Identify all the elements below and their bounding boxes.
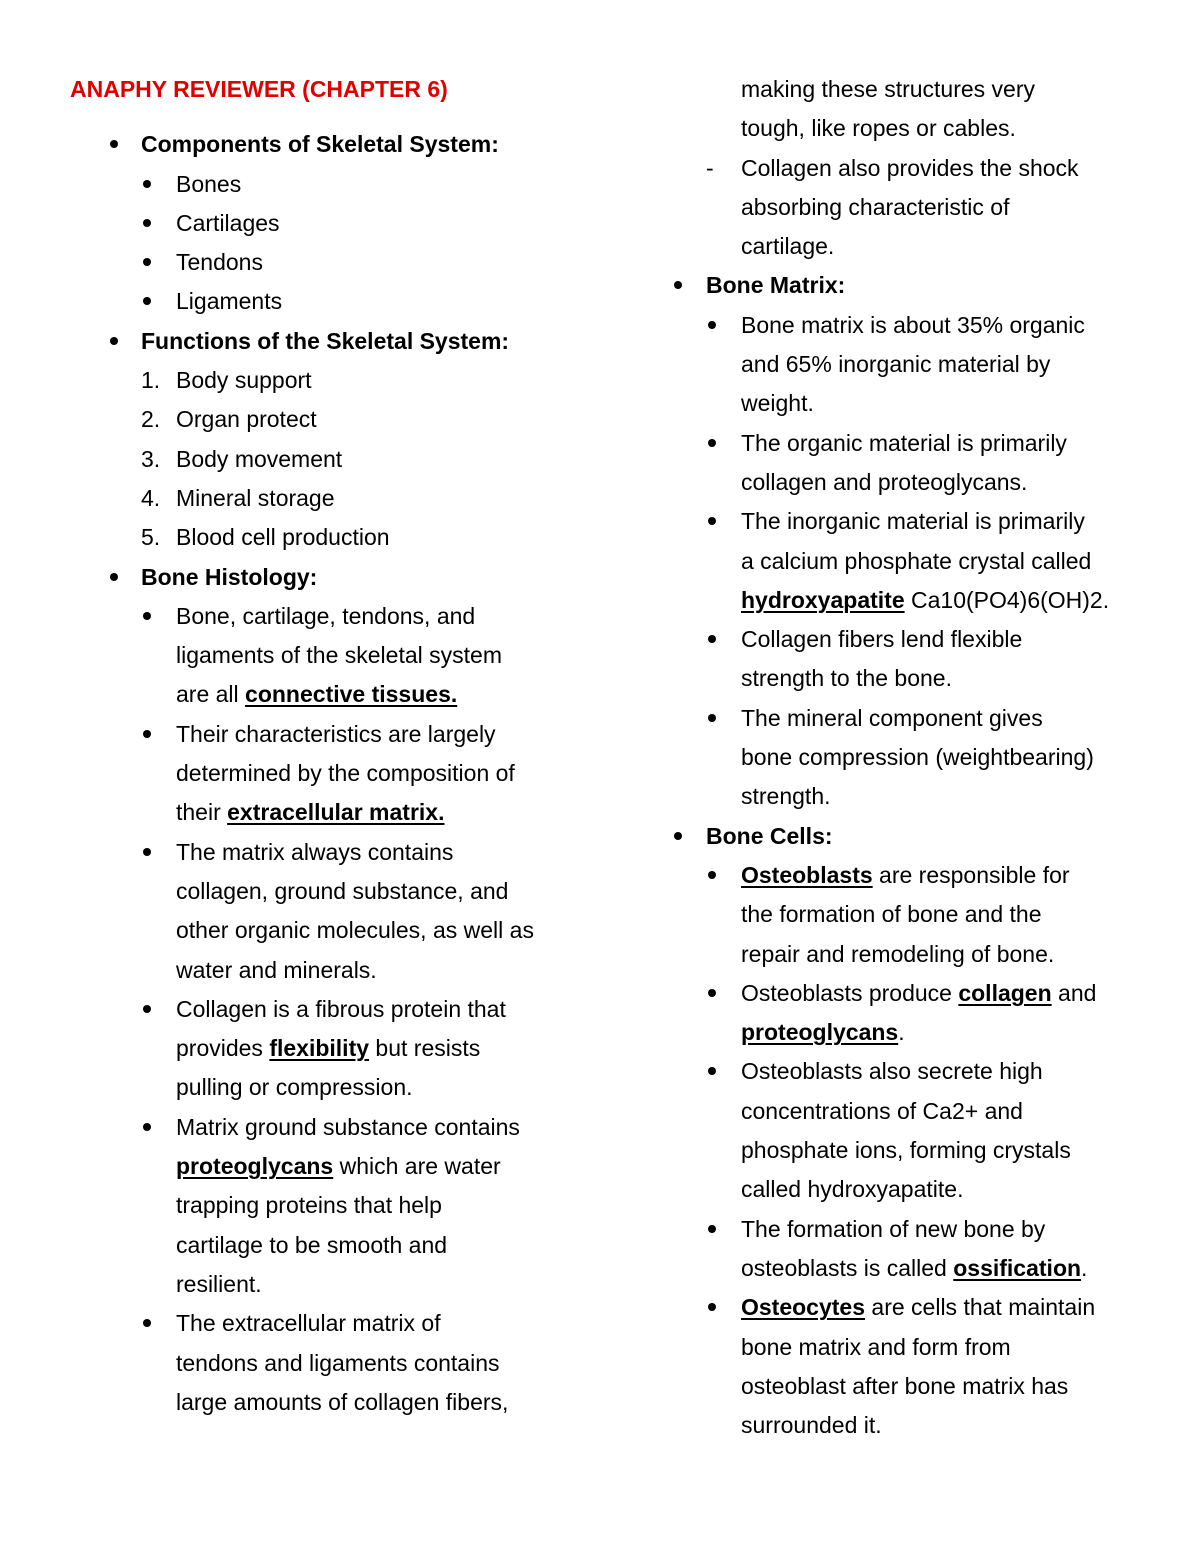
- bullet-icon: [708, 1067, 716, 1075]
- bullet-icon: [143, 612, 151, 620]
- list-item: Osteoblasts also secrete high: [670, 1052, 1140, 1091]
- list-item-cont: the formation of bone and the: [741, 901, 1042, 928]
- list-item: Matrix ground substance contains: [70, 1108, 590, 1147]
- bullet-icon: [708, 1225, 716, 1233]
- list-item-cont: tough, like ropes or cables.: [741, 115, 1016, 142]
- list-item-cont: other organic molecules, as well as: [176, 917, 534, 944]
- key-term: Osteocytes: [741, 1294, 866, 1321]
- bullet-icon: [674, 832, 682, 840]
- bullet-icon: [708, 321, 716, 329]
- list-item-cont: cartilage.: [741, 233, 835, 260]
- list-item: Bones: [70, 165, 590, 204]
- list-item-cont: bone compression (weightbearing): [741, 744, 1094, 771]
- bullet-icon: [143, 180, 151, 188]
- list-item-cont: phosphate ions, forming crystals: [741, 1137, 1071, 1164]
- bullet-icon: [143, 258, 151, 266]
- bullet-icon: [143, 219, 151, 227]
- list-item: Ligaments: [70, 282, 590, 321]
- list-item-cont: strength to the bone.: [741, 665, 952, 692]
- bullet-icon: [143, 1123, 151, 1131]
- list-item: Bone, cartilage, tendons, and: [70, 597, 590, 636]
- key-term: proteoglycans: [741, 1019, 899, 1046]
- key-term: flexibility: [269, 1035, 370, 1062]
- list-item-cont: determined by the composition of: [176, 760, 515, 787]
- list-item-cont: large amounts of collagen fibers,: [176, 1388, 509, 1415]
- list-item-cont: absorbing characteristic of: [741, 193, 1010, 220]
- bullet-icon: [143, 297, 151, 305]
- list-item-cont: ligaments of the skeletal system: [176, 642, 502, 669]
- list-item: The mineral component gives: [670, 699, 1140, 738]
- list-item: Collagen is a fibrous protein that: [70, 990, 590, 1029]
- bullet-icon: [708, 871, 716, 879]
- list-item-cont: osteoblast after bone matrix has: [741, 1372, 1069, 1399]
- list-item-cont: repair and remodeling of bone.: [741, 940, 1055, 967]
- bullet-icon: [674, 281, 682, 289]
- list-item-cont: surrounded it.: [741, 1412, 882, 1439]
- key-term: extracellular matrix.: [227, 799, 445, 826]
- list-item: Collagen fibers lend flexible: [670, 620, 1140, 659]
- document-title: ANAPHY REVIEWER (CHAPTER 6): [70, 76, 448, 102]
- list-item-cont: provides flexibility but resists: [176, 1035, 481, 1062]
- list-item: Cartilages: [70, 204, 590, 243]
- components-heading: Components of Skeletal System:: [70, 125, 590, 164]
- list-item: The matrix always contains: [70, 833, 590, 872]
- key-term: proteoglycans: [176, 1153, 334, 1180]
- list-item-cont: cartilage to be smooth and: [176, 1231, 448, 1258]
- list-item: Osteocytes are cells that maintain: [670, 1288, 1140, 1327]
- spacer: [70, 109, 590, 125]
- numbered-item: 5. Blood cell production: [141, 524, 390, 551]
- list-item-cont: are all connective tissues.: [176, 681, 458, 708]
- numbered-item: 3. Body movement: [141, 445, 343, 472]
- bullet-icon: [708, 714, 716, 722]
- numbered-item: 1. Body support: [141, 367, 312, 394]
- numbered-item: 4. Mineral storage: [141, 484, 335, 511]
- list-item-cont: their extracellular matrix.: [176, 799, 445, 826]
- list-item-cont: and 65% inorganic material by: [741, 351, 1051, 378]
- list-item-cont: resilient.: [176, 1270, 262, 1297]
- bullet-icon: [708, 989, 716, 997]
- list-item: Osteoblasts are responsible for: [670, 856, 1140, 895]
- bullet-icon: [143, 1005, 151, 1013]
- list-item-cont: proteoglycans.: [741, 1019, 905, 1046]
- list-item: Tendons: [70, 243, 590, 282]
- list-item-cont: weight.: [741, 390, 814, 417]
- list-item: Their characteristics are largely: [70, 715, 590, 754]
- bullet-icon: [143, 1319, 151, 1327]
- list-item-cont: tendons and ligaments contains: [176, 1349, 500, 1376]
- right-column: [670, 70, 1140, 1445]
- list-item: The inorganic material is primarily: [670, 502, 1140, 541]
- list-item: The formation of new bone by: [670, 1210, 1140, 1249]
- key-term: hydroxyapatite: [741, 586, 905, 613]
- list-item-cont: making these structures very: [741, 76, 1036, 102]
- matrix-heading: Bone Matrix:: [670, 266, 1140, 305]
- list-item-cont: osteoblasts is called ossification.: [741, 1254, 1088, 1281]
- list-item-cont: strength.: [741, 783, 831, 810]
- bullet-icon: [708, 517, 716, 525]
- list-item-cont: a calcium phosphate crystal called: [741, 547, 1092, 574]
- list-item: The organic material is primarily: [670, 424, 1140, 463]
- bullet-icon: [708, 439, 716, 447]
- key-term: Osteoblasts: [741, 861, 873, 888]
- list-item-cont: hydroxyapatite Ca10(PO4)6(OH)2.: [741, 586, 1110, 613]
- cells-heading: Bone Cells:: [670, 817, 1140, 856]
- list-item-cont: called hydroxyapatite.: [741, 1176, 964, 1203]
- list-item-cont: bone matrix and form from: [741, 1333, 1011, 1360]
- list-item-cont: collagen, ground substance, and: [176, 877, 509, 904]
- bullet-icon: [110, 573, 118, 581]
- bullet-icon: [708, 635, 716, 643]
- list-item-cont: collagen and proteoglycans.: [741, 468, 1028, 495]
- bullet-icon: [708, 1303, 716, 1311]
- list-item: Bone matrix is about 35% organic: [670, 306, 1140, 345]
- list-item-cont: pulling or compression.: [176, 1074, 413, 1101]
- bullet-icon: [143, 848, 151, 856]
- left-column: [70, 70, 590, 1422]
- histology-heading: Bone Histology:: [70, 558, 590, 597]
- key-term: connective tissues.: [245, 681, 458, 708]
- list-item-cont: concentrations of Ca2+ and: [741, 1097, 1023, 1124]
- bullet-icon: [143, 730, 151, 738]
- key-term: ossification: [953, 1254, 1082, 1281]
- functions-heading: Functions of the Skeletal System:: [70, 322, 590, 361]
- list-item-cont: water and minerals.: [176, 956, 377, 983]
- numbered-item: 2. Organ protect: [141, 406, 317, 433]
- bullet-icon: [110, 140, 118, 148]
- bullet-icon: [110, 337, 118, 345]
- key-term: collagen: [958, 979, 1052, 1006]
- dash-item: - Collagen also provides the shock: [706, 154, 1079, 181]
- list-item-cont: proteoglycans which are water: [176, 1153, 501, 1180]
- list-item: Osteoblasts produce collagen and: [670, 974, 1140, 1013]
- list-item: The extracellular matrix of: [70, 1304, 590, 1343]
- list-item-cont: trapping proteins that help: [176, 1192, 442, 1219]
